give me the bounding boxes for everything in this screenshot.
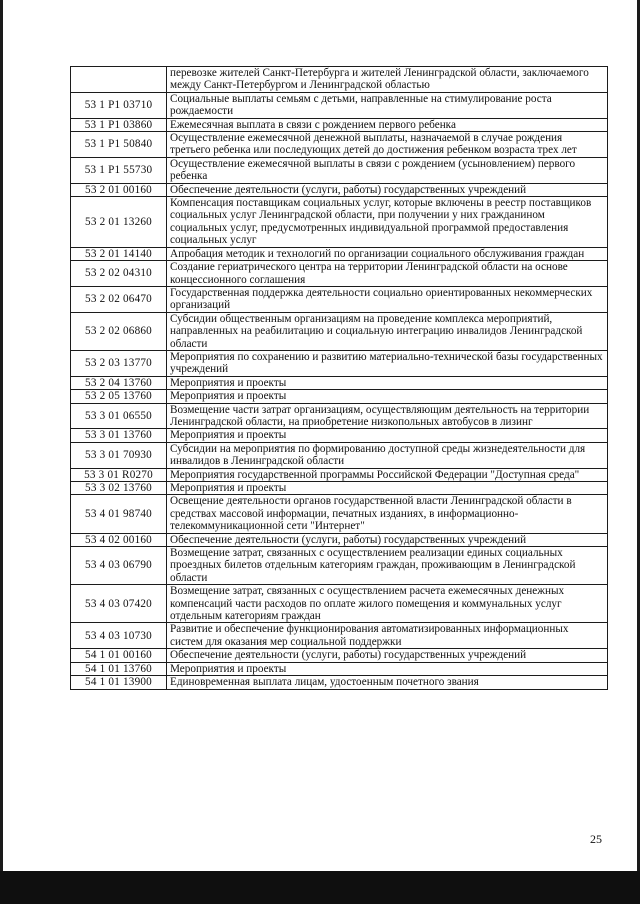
row-code-cell: 53 2 02 04310 — [71, 261, 167, 287]
table-row — [71, 662, 608, 675]
table-body — [71, 67, 608, 690]
table-row — [71, 376, 608, 389]
row-code-cell: 54 1 01 13900 — [71, 676, 167, 689]
row-code-cell: 53 2 02 06860 — [71, 312, 167, 350]
row-description-cell: перевозке жителей Санкт-Петербурга и жителей Ленинградской области, заключаемого между Санкт-Петербургом и Ленинградской областью — [167, 67, 608, 93]
table-row — [71, 585, 608, 623]
row-description-cell: Осуществление ежемесячной выплаты в связи с рождением (усыновлением) первого ребенка — [167, 157, 608, 183]
row-description-cell: Обеспечение деятельности (услуги, работы) государственных учреждений — [167, 649, 608, 662]
table-row — [71, 67, 608, 93]
row-code-cell: 53 3 01 13760 — [71, 429, 167, 442]
row-description-cell: Развитие и обеспечение функционирования автоматизированных информационных систем для оказания мер социальной поддержки — [167, 623, 608, 649]
table-row — [71, 533, 608, 546]
table-row — [71, 623, 608, 649]
table-row — [71, 197, 608, 248]
row-description-cell: Единовременная выплата лицам, удостоенным почетного звания — [167, 676, 608, 689]
row-code-cell: 53 1 P1 03710 — [71, 92, 167, 118]
table-row — [71, 183, 608, 196]
table-row — [71, 676, 608, 689]
scan-left-edge — [0, 0, 3, 904]
row-description-cell: Социальные выплаты семьям с детьми, направленные на стимулирование роста рождаемости — [167, 92, 608, 118]
row-code-cell: 53 4 03 07420 — [71, 585, 167, 623]
table-row — [71, 286, 608, 312]
table-row — [71, 468, 608, 481]
table-row — [71, 350, 608, 376]
row-description-cell: Освещение деятельности органов государственной власти Ленинградской области в средствах массовой информации, печатных изданиях, в информационно-телекоммуникационной сети "Интернет" — [167, 495, 608, 533]
page-number: 25 — [590, 832, 602, 846]
row-description-cell: Возмещение части затрат организациям, осуществляющим деятельность на территории Ленинградской области, на приобретение низкопольных автобусов в лизинг — [167, 403, 608, 429]
row-code-cell: 53 3 01 R0270 — [71, 468, 167, 481]
table-row — [71, 495, 608, 533]
scan-bottom-bar — [0, 871, 640, 904]
row-description-cell: Мероприятия по сохранению и развитию материально-технической базы государственных учреждений — [167, 350, 608, 376]
row-code-cell: 54 1 01 13760 — [71, 662, 167, 675]
row-code-cell: 54 1 01 00160 — [71, 649, 167, 662]
row-code-cell: 53 2 01 14140 — [71, 247, 167, 260]
row-description-cell: Субсидии общественным организациям на проведение комплекса мероприятий, направленных на реабилитацию и социальную интеграцию инвалидов Ленинградской области — [167, 312, 608, 350]
row-code-cell: 53 4 03 10730 — [71, 623, 167, 649]
row-description-cell: Обеспечение деятельности (услуги, работы) государственных учреждений — [167, 183, 608, 196]
row-code-cell: 53 1 P1 50840 — [71, 132, 167, 158]
table-row — [71, 132, 608, 158]
row-code-cell: 53 2 03 13770 — [71, 350, 167, 376]
row-code-cell: 53 4 02 00160 — [71, 533, 167, 546]
table-row — [71, 157, 608, 183]
row-code-cell: 53 2 02 06470 — [71, 286, 167, 312]
table-row — [71, 261, 608, 287]
row-code-cell: 53 1 P1 03860 — [71, 118, 167, 131]
budget-classification-table — [70, 66, 608, 690]
row-description-cell: Мероприятия и проекты — [167, 482, 608, 495]
row-code-cell: 53 3 01 70930 — [71, 442, 167, 468]
row-description-cell: Обеспечение деятельности (услуги, работы) государственных учреждений — [167, 533, 608, 546]
row-description-cell: Субсидии на мероприятия по формированию доступной среды жизнедеятельности для инвалидов в Ленинградской области — [167, 442, 608, 468]
row-code-cell: 53 1 P1 55730 — [71, 157, 167, 183]
row-description-cell: Мероприятия и проекты — [167, 429, 608, 442]
row-code-cell: 53 4 01 98740 — [71, 495, 167, 533]
row-code-cell: 53 2 01 13260 — [71, 197, 167, 248]
table-row — [71, 482, 608, 495]
table-row — [71, 247, 608, 260]
table-row — [71, 547, 608, 585]
row-description-cell: Мероприятия и проекты — [167, 662, 608, 675]
row-description-cell: Компенсация поставщикам социальных услуг, которые включены в реестр поставщиков социальных услуг Ленинградской области, при получении у них гражданином социальных услуг, предусмотренных индивидуальной программой предоставления социальных услуг — [167, 197, 608, 248]
table-row — [71, 312, 608, 350]
row-code-cell: 53 3 02 13760 — [71, 482, 167, 495]
table-row — [71, 429, 608, 442]
row-description-cell: Мероприятия и проекты — [167, 376, 608, 389]
row-description-cell: Апробация методик и технологий по организации социального обслуживания граждан — [167, 247, 608, 260]
table-row — [71, 442, 608, 468]
row-code-cell: 53 3 01 06550 — [71, 403, 167, 429]
table-row — [71, 92, 608, 118]
row-description-cell: Возмещение затрат, связанных с осуществлением реализации единых социальных проездных билетов отдельным категориям граждан, проживающим в Ленинградской области — [167, 547, 608, 585]
row-description-cell: Государственная поддержка деятельности социально ориентированных некоммерческих организаций — [167, 286, 608, 312]
row-description-cell: Ежемесячная выплата в связи с рождением первого ребенка — [167, 118, 608, 131]
row-description-cell: Осуществление ежемесячной денежной выплаты, назначаемой в случае рождения третьего ребенка или последующих детей до достижения ребенком возраста трех лет — [167, 132, 608, 158]
row-description-cell: Мероприятия государственной программы Российской Федерации "Доступная среда" — [167, 468, 608, 481]
row-code-cell — [71, 67, 167, 93]
row-code-cell: 53 4 03 06790 — [71, 547, 167, 585]
table-row — [71, 649, 608, 662]
row-code-cell: 53 2 04 13760 — [71, 376, 167, 389]
table-row — [71, 403, 608, 429]
row-description-cell: Создание гериатрического центра на территории Ленинградской области на основе концессионного соглашения — [167, 261, 608, 287]
row-description-cell: Возмещение затрат, связанных с осуществлением расчета ежемесячных денежных компенсаций части расходов по оплате жилого помещения и коммунальных услуг отдельным категориям граждан — [167, 585, 608, 623]
row-code-cell: 53 2 01 00160 — [71, 183, 167, 196]
table-row — [71, 390, 608, 403]
row-code-cell: 53 2 05 13760 — [71, 390, 167, 403]
row-description-cell: Мероприятия и проекты — [167, 390, 608, 403]
table-row — [71, 118, 608, 131]
